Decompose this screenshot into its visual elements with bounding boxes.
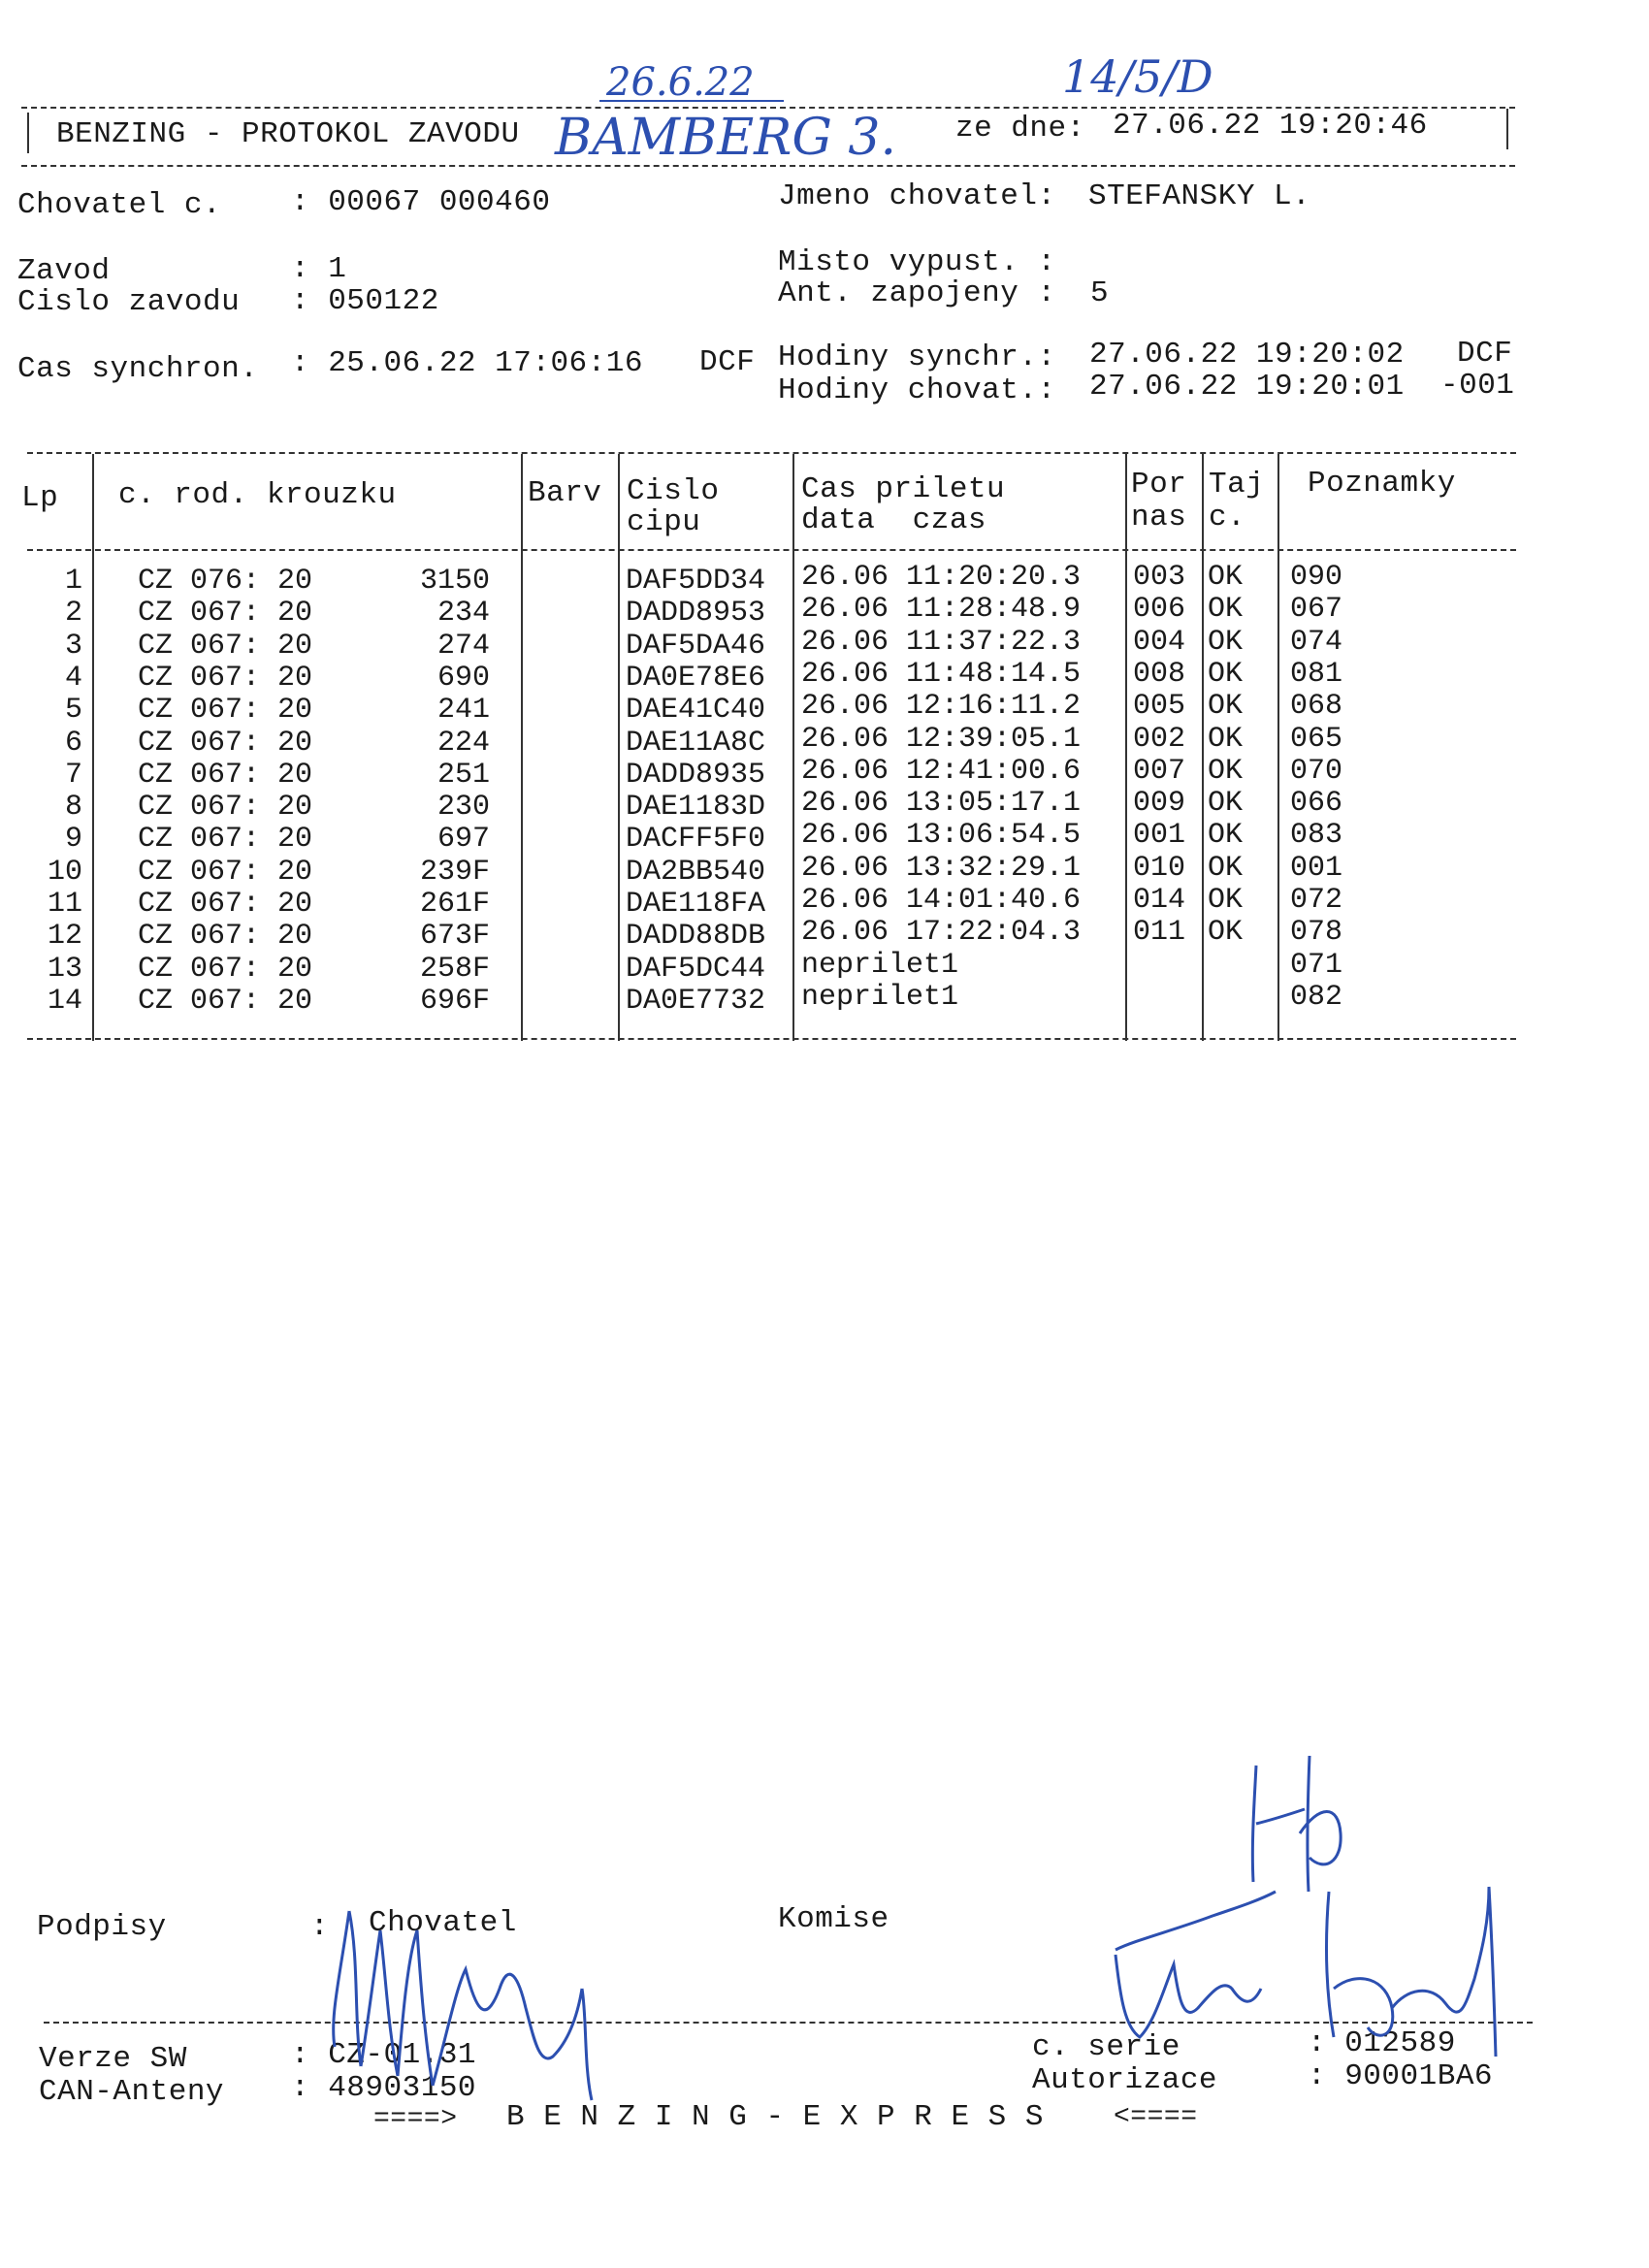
row-ring-prefix: CZ 067: 20 [138,662,313,695]
row-arrival-time: 26.06 11:37:22.3 [801,626,1082,659]
row-arrival-time: 26.06 11:20:20.3 [801,561,1082,594]
brand-arrow-left: ====> [373,2104,458,2134]
breeder-no-value: : 00067 000460 [291,185,551,219]
handwritten-place: BAMBERG 3. [555,109,897,167]
row-secret-check: OK [1208,658,1244,691]
row-rank: 008 [1133,658,1186,691]
row-rank: 006 [1133,593,1186,626]
sw-version-value: : CZ-01.31 [291,2038,477,2072]
report-date-label: ze dne: [955,112,1085,146]
row-ring-prefix: CZ 067: 20 [138,888,313,921]
clock-sync-value: 27.06.22 19:20:02 [1089,338,1405,372]
row-arrival-time: 26.06 11:48:14.5 [801,658,1082,691]
row-arrival-time: 26.06 12:39:05.1 [801,723,1082,756]
breeder-name-label: Jmeno chovatel: [778,179,1056,213]
row-secret-check: OK [1208,561,1244,594]
table-top-rule [27,452,1516,454]
col-sep-chip [792,454,794,1041]
row-secret-check: OK [1208,916,1244,949]
row-chip-id: DAE41C40 [626,694,766,727]
row-lp: 8 [64,791,82,824]
row-ring-prefix: CZ 067: 20 [138,791,313,824]
row-chip-id: DAF5DD34 [626,565,766,598]
row-secret-check: OK [1208,787,1244,820]
row-chip-id: DA0E7732 [626,985,766,1018]
race-value: : 1 [291,252,347,286]
clock-breeder-value: 27.06.22 19:20:01 [1089,370,1405,404]
col-header-rank-line2: nas [1131,501,1187,535]
row-ring-prefix: CZ 067: 20 [138,953,313,986]
header-right-bar [1506,109,1508,149]
row-lp: 11 [47,888,82,921]
col-header-time-line2: data czas [801,503,987,537]
clock-breeder-diff: -001 [1440,369,1515,403]
row-rank: 002 [1133,723,1186,756]
table-header-rule [27,549,1516,551]
sync-source: DCF [699,345,756,379]
row-chip-id: DA0E78E6 [626,662,766,695]
row-ring-prefix: CZ 067: 20 [138,727,313,760]
col-header-secret-line1: Taj [1209,468,1265,502]
row-arrival-time: 26.06 14:01:40.6 [801,884,1082,917]
handwritten-date-underline [599,100,784,102]
row-rank: 011 [1133,916,1186,949]
row-ring-number: 258F [419,953,490,986]
row-note: 082 [1290,981,1343,1014]
row-chip-id: DADD8953 [626,597,766,630]
row-ring-prefix: CZ 067: 20 [138,985,313,1018]
clock-breeder-label: Hodiny chovat.: [778,373,1056,407]
col-header-secret-line2: c. [1209,501,1246,535]
row-rank: 014 [1133,884,1186,917]
sync-value: : 25.06.22 17:06:16 [291,346,643,380]
clock-sync-label: Hodiny synchr.: [778,340,1056,374]
row-rank: 007 [1133,755,1186,788]
row-secret-check: OK [1208,755,1244,788]
col-header-lp: Lp [21,481,59,515]
row-ring-number: 696F [419,985,490,1018]
row-note: 070 [1290,755,1343,788]
race-no-label: Cislo zavodu [17,285,241,319]
row-chip-id: DAF5DA46 [626,630,766,663]
col-header-time-line1: Cas priletu [801,472,1006,506]
authorization-value: : 90001BA6 [1308,2059,1494,2093]
row-chip-id: DAF5DC44 [626,953,766,986]
row-note: 068 [1290,690,1343,723]
row-note: 074 [1290,626,1343,659]
row-ring-number: 234 [436,597,490,630]
row-chip-id: DADD8935 [626,759,766,792]
row-ring-prefix: CZ 076: 20 [138,565,313,598]
sync-label: Cas synchron. [17,352,259,386]
row-lp: 3 [64,630,82,663]
row-note: 001 [1290,852,1343,885]
row-ring-number: 261F [419,888,490,921]
row-rank: 009 [1133,787,1186,820]
row-note: 072 [1290,884,1343,917]
row-note: 078 [1290,916,1343,949]
row-note: 081 [1290,658,1343,691]
serial-value: : 012589 [1308,2026,1456,2060]
row-lp: 1 [64,565,82,598]
row-lp: 12 [47,920,82,953]
brand-arrow-right: <==== [1114,2102,1198,2132]
row-ring-prefix: CZ 067: 20 [138,856,313,889]
col-header-ring: c. rod. krouzku [118,478,397,512]
row-ring-number: 251 [436,759,490,792]
row-note: 067 [1290,593,1343,626]
col-sep-lp [92,454,94,1041]
report-date-value: 27.06.22 19:20:46 [1113,109,1428,143]
row-arrival-time: neprilet1 [801,949,959,982]
breeder-signature-label: Chovatel [369,1906,517,1940]
breeder-no-label: Chovatel c. [17,188,222,222]
row-lp: 10 [47,856,82,889]
row-ring-number: 274 [436,630,490,663]
row-arrival-time: 26.06 13:32:29.1 [801,852,1082,885]
col-sep-rank [1202,454,1204,1041]
row-arrival-time: 26.06 13:05:17.1 [801,787,1082,820]
release-label: Misto vypust. : [778,245,1056,279]
col-header-color: Barv [528,476,602,510]
row-ring-number: 239F [419,856,490,889]
signatures-label: Podpisy [37,1910,167,1944]
row-ring-prefix: CZ 067: 20 [138,759,313,792]
row-note: 083 [1290,819,1343,852]
row-note: 065 [1290,723,1343,756]
commission-label: Komise [778,1902,889,1936]
race-label: Zavod [17,254,111,288]
row-secret-check: OK [1208,723,1244,756]
row-rank: 001 [1133,819,1186,852]
row-ring-number: 3150 [419,565,490,598]
serial-label: c. serie [1032,2030,1180,2064]
report-title: BENZING - PROTOKOL ZAVODU [56,117,520,151]
authorization-label: Autorizace [1032,2063,1218,2097]
row-rank: 010 [1133,852,1186,885]
col-sep-secret [1277,454,1279,1041]
header-left-bar [27,113,29,153]
brand-name: B E N Z I N G - E X P R E S S [506,2100,1044,2134]
row-secret-check: OK [1208,626,1244,659]
row-ring-prefix: CZ 067: 20 [138,823,313,856]
row-secret-check: OK [1208,593,1244,626]
row-rank: 005 [1133,690,1186,723]
row-rank: 003 [1133,561,1186,594]
col-header-chip-line1: Cislo [627,474,720,508]
col-sep-ring [521,454,523,1041]
clock-sync-source: DCF [1457,337,1513,371]
row-ring-number: 224 [436,727,490,760]
row-secret-check: OK [1208,884,1244,917]
antennas-value: 5 [1090,276,1110,310]
row-arrival-time: 26.06 17:22:04.3 [801,916,1082,949]
row-lp: 2 [64,597,82,630]
row-lp: 6 [64,727,82,760]
row-arrival-time: neprilet1 [801,981,959,1014]
row-lp: 9 [64,823,82,856]
row-chip-id: DAE118FA [626,888,766,921]
row-lp: 14 [47,985,82,1018]
row-ring-number: 673F [419,920,490,953]
row-lp: 5 [64,694,82,727]
row-arrival-time: 26.06 12:41:00.6 [801,755,1082,788]
col-header-notes: Poznamky [1308,467,1456,501]
race-no-value: : 050122 [291,284,439,318]
row-ring-prefix: CZ 067: 20 [138,597,313,630]
can-antennas-value: : 48903150 [291,2071,477,2105]
row-ring-number: 241 [436,694,490,727]
row-chip-id: DAE11A8C [626,727,766,760]
commission-signatures [1096,1746,1504,2066]
row-ring-prefix: CZ 067: 20 [138,920,313,953]
row-secret-check: OK [1208,690,1244,723]
row-note: 066 [1290,787,1343,820]
row-note: 071 [1290,949,1343,982]
row-lp: 7 [64,759,82,792]
header-bottom-rule [21,165,1515,167]
row-secret-check: OK [1208,819,1244,852]
col-sep-time [1125,454,1127,1041]
row-chip-id: DA2BB540 [626,856,766,889]
handwritten-date: 26.6.22 [606,60,755,105]
col-sep-color [618,454,620,1041]
row-secret-check: OK [1208,852,1244,885]
col-header-rank-line1: Por [1131,468,1187,502]
row-ring-number: 230 [436,791,490,824]
row-note: 090 [1290,561,1343,594]
row-ring-number: 690 [436,662,490,695]
col-header-chip-line2: cipu [627,505,701,539]
row-arrival-time: 26.06 11:28:48.9 [801,593,1082,626]
row-arrival-time: 26.06 12:16:11.2 [801,690,1082,723]
row-arrival-time: 26.06 13:06:54.5 [801,819,1082,852]
row-ring-prefix: CZ 067: 20 [138,694,313,727]
table-bottom-rule [27,1038,1516,1040]
breeder-signature [310,1872,601,2105]
row-lp: 13 [47,953,82,986]
sw-version-label: Verze SW [39,2042,187,2076]
handwritten-code: 14/5/D [1062,50,1213,103]
row-chip-id: DAE1183D [626,791,766,824]
signatures-colon: : [310,1910,330,1944]
row-ring-prefix: CZ 067: 20 [138,630,313,663]
breeder-name-value: STEFANSKY L. [1088,179,1311,213]
row-chip-id: DACFF5F0 [626,823,766,856]
antennas-label: Ant. zapojeny : [778,276,1056,310]
row-chip-id: DADD88DB [626,920,766,953]
can-antennas-label: CAN-Anteny [39,2075,225,2109]
row-lp: 4 [64,662,82,695]
row-ring-number: 697 [436,823,490,856]
row-rank: 004 [1133,626,1186,659]
